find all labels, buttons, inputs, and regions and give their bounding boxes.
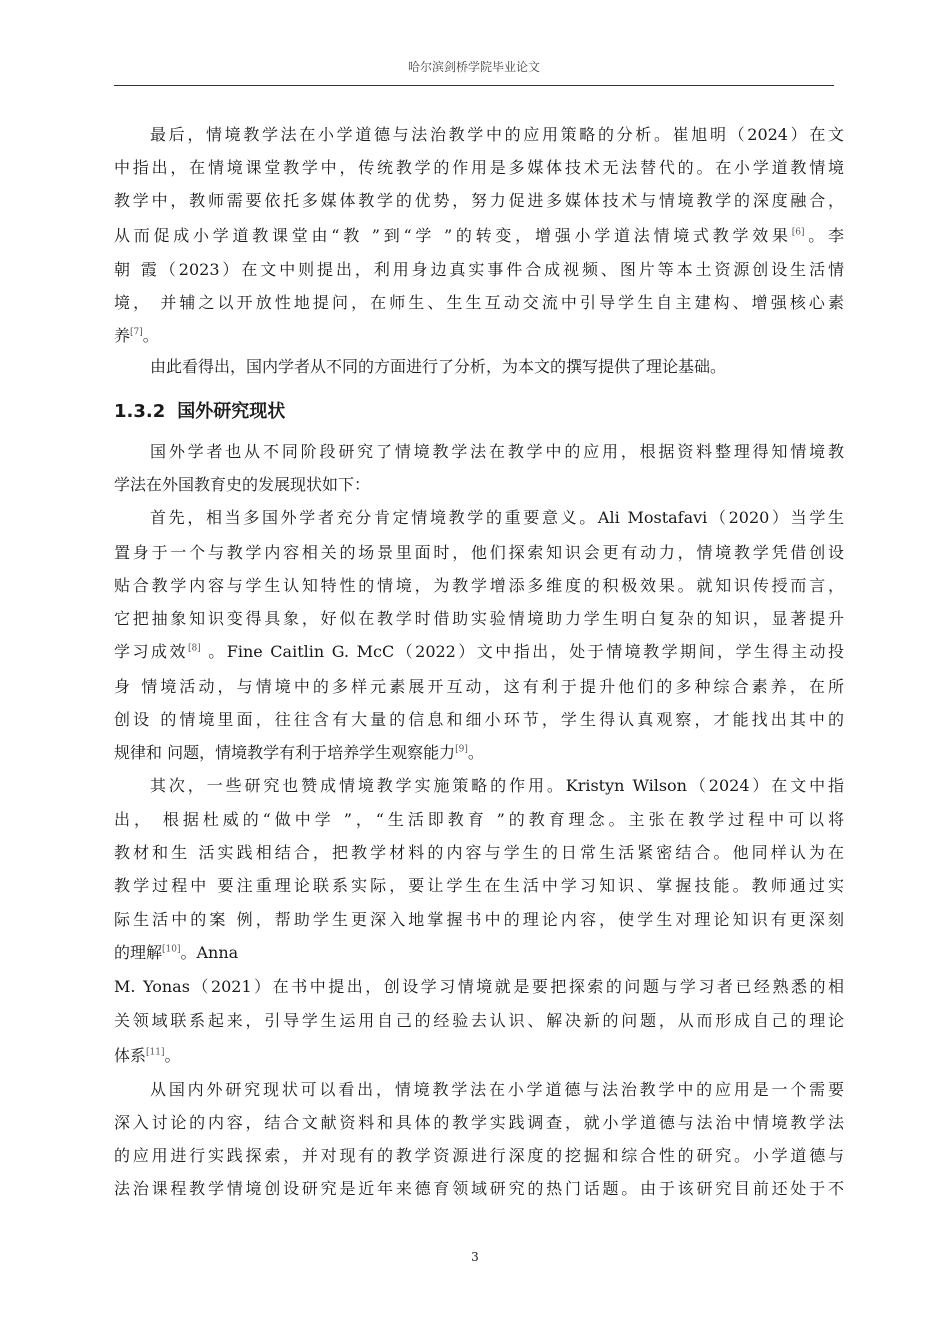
text-line: 的理解[10]。Anna [114, 943, 239, 962]
text-line: 由此看得出，国内学者从不同的方面进行了分析，为本文的撰写提供了理论基础。 [150, 357, 727, 376]
header-divider [114, 85, 834, 86]
text-line: 出， 根据杜威的“做中学 ”，“生活即教育 ”的教育理念。主张在教学过程中可以将 [114, 810, 844, 829]
text-line: 学法在外国教育史的发展现状如下： [114, 475, 371, 494]
text-line: 体系[11]。 [114, 1046, 181, 1065]
text-line: 规律和 问题，情境教学有利于培养学生观察能力[9]。 [114, 743, 484, 762]
citation-ref: [8] [187, 643, 201, 654]
text-line: 关领域联系起来，引导学生运用自己的经验去认识、解决新的问题，从而形成自己的理论 [114, 1011, 844, 1030]
text-line: 深入讨论的内容，结合文献资料和具体的教学实践调查，就小学道德与法治中情境教学法 [114, 1113, 844, 1132]
text-line: M. Yonas（2021）在书中提出，创设学习情境就是要把探索的问题与学习者已经熟悉的相 [114, 977, 844, 996]
text-line: 教学中，教师需要依托多媒体教学的优势，努力促进多媒体技术与情境教学的深度融合， [114, 191, 844, 210]
text-line: 教材和生 活实践相结合，把教学材料的内容与学生的日常生活紧密结合。他同样认为在 [114, 843, 844, 862]
text-line: 际生活中的案 例，帮助学生更深入地掌握书中的理论内容，使学生对理论知识有更深刻 [114, 910, 844, 929]
section-heading [114, 397, 285, 423]
citation-ref: [11] [146, 1047, 165, 1058]
citation-ref: [6] [791, 227, 805, 238]
citation-ref: [7] [130, 327, 143, 338]
text-line: 教学过程中 要注重理论联系实际，要让学生在生活中学习知识、掌握技能。教师通过实 [114, 876, 844, 895]
section-title: 国外研究现状 [177, 401, 286, 422]
text-line: 养[7]。 [114, 326, 159, 345]
text-line: 的应用进行实践探索，并对现有的教学资源进行深度的挖掘和综合性的研究。小学道德与 [114, 1146, 844, 1165]
text-line: 最后，情境教学法在小学道德与法治教学中的应用策略的分析。崔旭明（2024）在文 [150, 125, 844, 144]
text-line: 法治课程教学情境创设研究是近年来德育领域研究的热门话题。由于该研究目前还处于不 [114, 1179, 844, 1198]
text-line: 朝 霞（2023）在文中则提出，利用身边真实事件合成视频、图片等本土资源创设生活情 [114, 260, 844, 279]
text-line: 学习成效[8] 。Fine Caitlin G. McC（2022）文中指出，处于情境教学期间，学生得主动投 [114, 642, 844, 661]
text-line: 它把抽象知识变得具象，好似在教学时借助实验情境助力学生明白复杂的知识，显著提升 [114, 609, 844, 628]
text-line: 中指出，在情境课堂教学中，传统教学的作用是多媒体技术无法替代的。在小学道教情境 [114, 158, 844, 177]
citation-ref: [9] [455, 744, 468, 755]
citation-ref: [10] [162, 944, 181, 955]
text-line: 贴合教学内容与学生认知特性的情境，为教学增添多维度的积极效果。就知识传授而言， [114, 576, 844, 595]
text-line: 身 情境活动，与情境中的多样元素展开互动，这有利于提升他们的多种综合素养，在所 [114, 677, 844, 696]
text-line: 从而促成小学道教课堂由“教 ”到“学 ”的转变，增强小学道法情境式教学效果[6]。李 [114, 226, 844, 245]
text-line: 国外学者也从不同阶段研究了情境教学法在教学中的应用，根据资料整理得知情境教 [150, 442, 844, 461]
page-header-title: 哈尔滨剑桥学院毕业论文 [407, 60, 540, 74]
text-line: 其次，一些研究也赞成情境教学实施策略的作用。Kristyn Wilson（2024）在文中指 [150, 776, 844, 795]
text-line: 创设 的情境里面，往往含有大量的信息和细小环节，学生得认真观察，才能找出其中的 [114, 710, 844, 729]
section-number: 1.3.2 [114, 401, 166, 422]
text-line: 境， 并辅之以开放性地提问，在师生、生生互动交流中引导学生自主建构、增强核心素 [114, 293, 844, 312]
text-line: 置身于一个与教学内容相关的场景里面时，他们探索知识会更有动力，情境教学凭借创设 [114, 543, 844, 562]
page-number: 3 [471, 1250, 479, 1264]
text-line: 从国内外研究现状可以看出，情境教学法在小学道德与法治教学中的应用是一个需要 [150, 1080, 844, 1099]
text-line: 首先，相当多国外学者充分肯定情境教学的重要意义。Ali Mostafavi（2020）当学生 [150, 508, 844, 527]
